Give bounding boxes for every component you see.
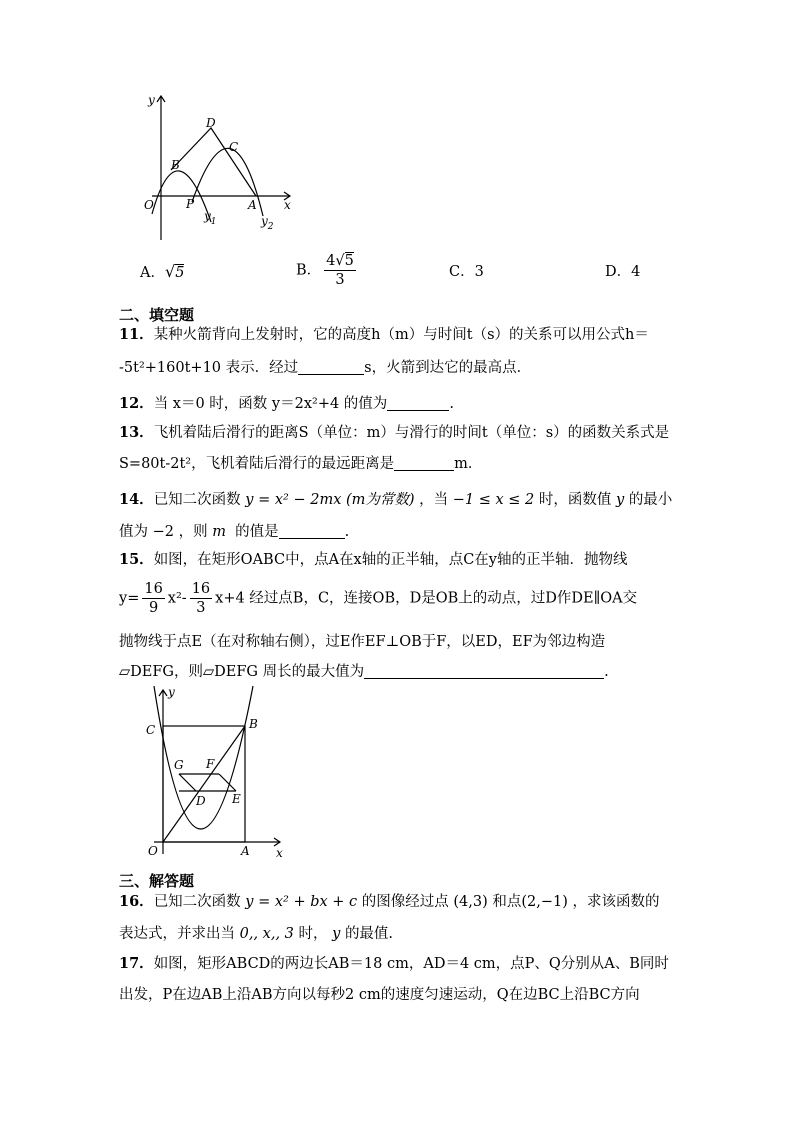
- label-d: D: [206, 116, 216, 130]
- option-c: C．3: [449, 264, 484, 280]
- question-text: ，求该函数的: [572, 894, 660, 910]
- question-text: 时，: [298, 926, 328, 942]
- formula: y = x² + bx + c: [245, 894, 358, 910]
- label-c: C: [146, 723, 156, 737]
- question-text: ，当: [419, 492, 449, 508]
- question-17-line2: [119, 985, 640, 1005]
- formula: y = x² − 2mx (m为常数): [245, 492, 415, 508]
- label-d: D: [196, 794, 206, 808]
- question-text: 的最小: [628, 492, 673, 508]
- question-text: 如图，在矩形OABC中，点A在x轴的正半轴，点C在y轴的正半轴．抛物线: [153, 552, 628, 568]
- sqrt-sign: √: [164, 262, 176, 281]
- label-x: x: [276, 846, 283, 860]
- option-b-numerator: 4: [326, 253, 336, 269]
- label-p: P: [186, 197, 195, 211]
- question-14-line1: [119, 490, 672, 510]
- question-text: 时，函数值: [538, 492, 612, 508]
- question-13-line1: [119, 423, 669, 443]
- question-text: x+4 经过点B，C，连接OB，D是OB上的动点，过D作DE∥OA交: [215, 590, 638, 607]
- variable-m: m: [212, 524, 226, 540]
- label-o: O: [144, 198, 154, 212]
- line-b-d-a: [171, 128, 256, 196]
- label-g: G: [174, 758, 184, 772]
- question-15-line2: [119, 580, 637, 617]
- question-16-line1: [119, 892, 660, 912]
- value: −2: [152, 524, 174, 540]
- question-text: m．: [454, 456, 483, 472]
- question-text: 值为: [119, 524, 148, 540]
- label-y1: $y_1$: [204, 209, 217, 227]
- option-a-prefix: A．: [140, 265, 165, 281]
- label-o: O: [148, 844, 158, 858]
- question-text: 某种火箭背向上发射时，它的高度h（m）与时间t（s）的关系可以用公式h＝: [153, 327, 649, 343]
- question-15-line4: [119, 662, 609, 682]
- label-b: B: [171, 158, 180, 172]
- question-text: 已知二次函数: [153, 492, 241, 508]
- question-12: [119, 394, 454, 414]
- question-text: ，则: [178, 524, 208, 540]
- option-a: [140, 262, 184, 283]
- condition: 0,, x,, 3: [239, 926, 294, 942]
- question-13-line2: [119, 454, 482, 474]
- question-text: y=: [119, 590, 140, 607]
- label-y: y: [148, 93, 155, 107]
- label-x: x: [284, 198, 291, 212]
- label-a: A: [248, 198, 257, 212]
- question-11-line1: [119, 325, 649, 345]
- option-b: [296, 252, 359, 289]
- label-f: F: [206, 757, 215, 771]
- label-c: C: [229, 140, 239, 154]
- fraction-denominator: 9: [148, 600, 159, 616]
- question-11-line2: [119, 358, 531, 378]
- question-number: 12．: [119, 395, 154, 412]
- line-gd: [179, 774, 196, 791]
- line-ob: [163, 726, 245, 842]
- question-text: 和点: [492, 894, 522, 910]
- variable-y: y: [332, 926, 341, 942]
- question-text: .: [449, 396, 454, 412]
- label-a: A: [241, 844, 250, 858]
- point-2: (2,−1): [521, 894, 568, 910]
- option-b-prefix: B．: [296, 262, 322, 279]
- variable-y: y: [616, 492, 625, 508]
- section-title-fill-blank: 二、填空题: [119, 306, 195, 324]
- fraction-16-3: [190, 580, 212, 617]
- question-14-line2: [119, 522, 349, 542]
- figure-parabolas-ob-pa: [130, 90, 305, 240]
- label-y2: $y_2$: [261, 214, 274, 232]
- fraction-denominator: 3: [196, 600, 206, 616]
- answer-blank[interactable]: [394, 455, 454, 471]
- figure-rectangle-parabola: [140, 682, 290, 862]
- question-text: 的最值.: [344, 926, 394, 942]
- fraction-numerator: 16: [144, 581, 163, 597]
- answer-blank[interactable]: [364, 663, 604, 679]
- question-number: 14．: [119, 491, 154, 508]
- answer-blank[interactable]: [279, 523, 345, 539]
- question-text: 飞机着陆后滑行的距离S（单位：m）与滑行的时间t（单位：s）的函数关系式是: [153, 425, 670, 441]
- label-y: y: [168, 685, 175, 699]
- answer-blank[interactable]: [387, 395, 449, 411]
- option-b-denominator: 3: [335, 272, 345, 288]
- question-17-line1: [119, 954, 669, 974]
- condition: −1 ≤ x ≤ 2: [452, 492, 535, 508]
- question-text: 的图像经过点: [361, 894, 449, 910]
- fraction-16-9: [142, 580, 164, 617]
- label-b: B: [249, 717, 258, 731]
- question-text: ▱DEFG，则▱DEFG 周长的最大值为: [119, 664, 365, 680]
- question-text: x²-: [167, 590, 187, 607]
- fraction-numerator: 16: [191, 581, 211, 597]
- question-text: -5t²+160t+10 表示．经过: [119, 360, 299, 376]
- question-text: .: [344, 524, 350, 540]
- question-text: .: [604, 664, 609, 680]
- option-a-radicand: 5: [175, 265, 185, 281]
- question-number: 11．: [119, 326, 154, 343]
- question-text: s，火箭到达它的最高点．: [364, 360, 532, 376]
- question-15-line3: [119, 632, 605, 652]
- question-number: 15．: [119, 551, 154, 568]
- question-text: 表达式，并求出当: [119, 926, 235, 942]
- option-d: D．4: [605, 264, 641, 280]
- option-b-radicand: 5: [344, 253, 354, 269]
- question-number: 17．: [119, 955, 154, 972]
- point-1: (4,3): [453, 894, 488, 910]
- option-b-fraction: [324, 252, 356, 289]
- question-number: 16．: [119, 893, 154, 910]
- question-text: 出发，P在边AB上沿AB方向以每秒2 cm的速度匀速运动，Q在边BC上沿BC方向: [119, 987, 640, 1003]
- question-15-line1: [119, 550, 628, 570]
- question-text: 已知二次函数: [153, 894, 241, 910]
- question-text: 如图，矩形ABCD的两边长AB＝18 cm，AD＝4 cm，点P、Q分别从A、B同时: [153, 956, 669, 972]
- question-text: 当 x＝0 时，函数 y＝2x²+4 的值为: [153, 396, 388, 412]
- answer-blank[interactable]: [298, 359, 364, 375]
- question-16-line2: [119, 924, 393, 944]
- sqrt-sign: √: [335, 253, 345, 269]
- question-number: 13．: [119, 424, 154, 441]
- question-text: 抛物线于点E（在对称轴右侧），过E作EF⊥OB于F，以ED，EF为邻边构造: [119, 634, 606, 650]
- label-e: E: [232, 792, 241, 806]
- question-text: S=80t-2t²，飞机着陆后滑行的最远距离是: [119, 456, 395, 472]
- question-text: 的值是: [235, 524, 279, 540]
- section-title-answer: 三、解答题: [119, 872, 195, 890]
